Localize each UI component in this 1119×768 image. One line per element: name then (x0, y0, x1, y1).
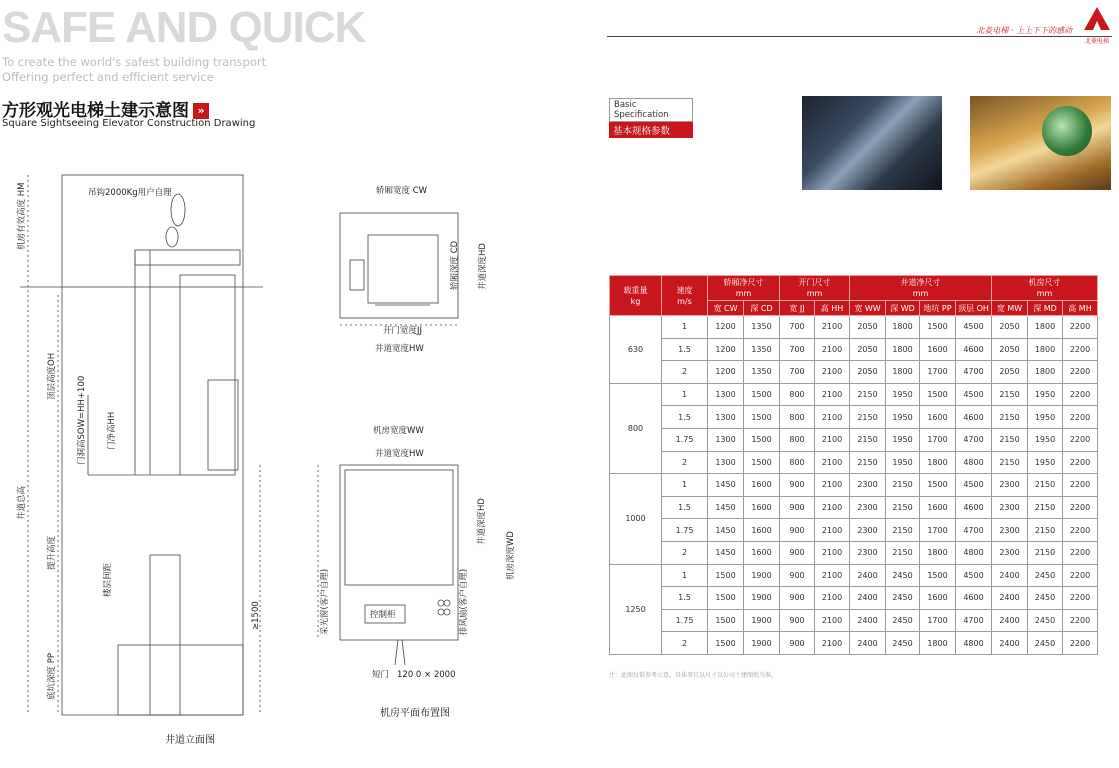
table-cell: 1.75 (662, 519, 708, 542)
table-cell: 4700 (956, 361, 992, 384)
header-column: 宽 JJ (780, 301, 815, 316)
spec-label (609, 98, 693, 138)
table-cell: 1950 (1028, 428, 1063, 451)
table-row (610, 451, 1098, 474)
plan-caption: 机房平面布置图 (380, 708, 450, 719)
table-cell: 900 (780, 541, 815, 564)
door-size-label: 120 0 × 2000 (397, 670, 456, 680)
table-cell: 2200 (1063, 316, 1098, 339)
table-cell: 700 (780, 361, 815, 384)
table-cell: 2150 (1028, 474, 1063, 497)
elevator-photo-2 (970, 96, 1111, 190)
door-size-prefix: 短门 (372, 670, 390, 680)
table-cell: 1300 (708, 383, 744, 406)
table-cell: 1800 (886, 338, 920, 361)
header-column: 顶层 OH (956, 301, 992, 316)
car-width-label: 轿厢宽度 CW (376, 186, 428, 196)
table-cell: 1900 (744, 587, 780, 610)
table-cell: 1800 (1028, 338, 1063, 361)
header-load: 载重量 kg (610, 276, 662, 316)
double-arrow-icon: » (193, 103, 209, 119)
table-cell: 4500 (956, 383, 992, 406)
hero-heading: SAFE AND QUICK (2, 3, 366, 52)
car-depth-label: 轿厢深度 CD (450, 240, 460, 290)
table-cell: 700 (780, 316, 815, 339)
table-cell: 1500 (708, 632, 744, 655)
table-cell: 1500 (708, 587, 744, 610)
table-cell: 4800 (956, 541, 992, 564)
table-row (610, 587, 1098, 610)
table-cell: 2200 (1063, 451, 1098, 474)
table-cell: 2150 (1028, 519, 1063, 542)
table-cell: 1800 (1028, 316, 1063, 339)
table-row (610, 632, 1098, 655)
elevation-caption: 井道立面图 (165, 735, 215, 746)
table-cell: 2450 (1028, 632, 1063, 655)
decorative-ball (1042, 106, 1092, 156)
table-cell: 2100 (815, 474, 850, 497)
machine-room-width-label: 机房宽度WW (373, 426, 424, 436)
table-cell: 1800 (886, 316, 920, 339)
table-cell: 2050 (992, 338, 1028, 361)
logo-mark-icon (1080, 6, 1114, 32)
header-column: 深 WD (886, 301, 920, 316)
table-cell: 2100 (815, 361, 850, 384)
table-cell: 2450 (1028, 587, 1063, 610)
table-cell: 1950 (1028, 451, 1063, 474)
table-cell: 900 (780, 496, 815, 519)
table-cell: 2300 (850, 474, 886, 497)
table-cell: 1450 (708, 496, 744, 519)
spec-table-body (610, 316, 1098, 655)
load-cell: 630 (610, 316, 662, 384)
control-cabinet-label: 控制柜 (370, 610, 396, 620)
logo-text: 北菱电梯 (1084, 38, 1109, 45)
table-cell: 1450 (708, 474, 744, 497)
table-cell: 4700 (956, 519, 992, 542)
table-cell: 1.75 (662, 428, 708, 451)
header-group: 开门尺寸 mm (780, 276, 850, 301)
table-cell: 1950 (886, 451, 920, 474)
table-cell: 1500 (920, 383, 956, 406)
table-cell: 2200 (1063, 383, 1098, 406)
table-cell: 1300 (708, 428, 744, 451)
table-row (610, 428, 1098, 451)
table-cell: 4600 (956, 406, 992, 429)
header-group: 井道净尺寸 mm (850, 276, 992, 301)
table-cell: 2100 (815, 632, 850, 655)
table-cell: 900 (780, 519, 815, 542)
table-cell: 1350 (744, 361, 780, 384)
table-cell: 2100 (815, 496, 850, 519)
table-cell: 1300 (708, 406, 744, 429)
table-cell: 2450 (886, 609, 920, 632)
table-cell: 4600 (956, 496, 992, 519)
table-cell: 1800 (920, 632, 956, 655)
table-row (610, 361, 1098, 384)
shaft-width-label: 井道宽度HW (375, 344, 424, 354)
table-cell: 2400 (992, 609, 1028, 632)
machine-room-height-label: 机房有效高度 HM (17, 182, 27, 250)
header-group: 轿厢净尺寸 mm (708, 276, 780, 301)
table-cell: 800 (780, 451, 815, 474)
table-row (610, 541, 1098, 564)
table-cell: 2200 (1063, 474, 1098, 497)
min-depth-label: ≥1500 (251, 601, 261, 630)
table-cell: 2150 (1028, 541, 1063, 564)
table-cell: 1350 (744, 338, 780, 361)
table-cell: 800 (780, 428, 815, 451)
table-cell: 2300 (992, 541, 1028, 564)
table-cell: 2450 (886, 587, 920, 610)
window-label: 采光窗(客户自理) (320, 568, 330, 635)
spec-table-header (610, 276, 1098, 316)
table-cell: 2100 (815, 564, 850, 587)
shaft-depth-label: 井道深度HD (478, 243, 488, 290)
table-cell: 1600 (744, 496, 780, 519)
table-cell: 1.5 (662, 406, 708, 429)
table-cell: 2200 (1063, 587, 1098, 610)
table-cell: 2 (662, 451, 708, 474)
table-cell: 4700 (956, 428, 992, 451)
table-cell: 2100 (815, 316, 850, 339)
table-cell: 2 (662, 541, 708, 564)
table-cell: 2400 (850, 609, 886, 632)
table-cell: 1700 (920, 519, 956, 542)
table-cell: 1800 (920, 541, 956, 564)
table-cell: 1950 (1028, 406, 1063, 429)
table-cell: 2100 (815, 609, 850, 632)
footnote: 注：此图仅供参考示意，具体事宜以尺寸以公司土建图纸为准。 (609, 672, 778, 679)
top-height-label: 顶层高度OH (47, 352, 57, 400)
header-column: 高 MH (1063, 301, 1098, 316)
table-cell: 2200 (1063, 361, 1098, 384)
table-cell: 1500 (920, 316, 956, 339)
table-cell: 1600 (744, 541, 780, 564)
header-column: 宽 CW (708, 301, 744, 316)
table-cell: 1800 (886, 361, 920, 384)
table-cell: 2450 (886, 632, 920, 655)
table-cell: 2200 (1063, 564, 1098, 587)
table-cell: 1950 (886, 406, 920, 429)
table-row (610, 316, 1098, 339)
table-cell: 700 (780, 338, 815, 361)
table-cell: 2150 (992, 451, 1028, 474)
table-cell: 2400 (850, 564, 886, 587)
table-cell: 2200 (1063, 541, 1098, 564)
table-cell: 1500 (744, 406, 780, 429)
table-cell: 900 (780, 587, 815, 610)
table-cell: 2150 (992, 428, 1028, 451)
table-cell: 1500 (920, 474, 956, 497)
table-cell: 1500 (744, 428, 780, 451)
table-cell: 2150 (850, 428, 886, 451)
table-cell: 1950 (1028, 383, 1063, 406)
table-cell: 2150 (1028, 496, 1063, 519)
table-cell: 2200 (1063, 406, 1098, 429)
table-cell: 1.5 (662, 338, 708, 361)
table-cell: 2150 (850, 406, 886, 429)
table-cell: 2150 (886, 496, 920, 519)
table-cell: 2050 (850, 338, 886, 361)
table-cell: 2400 (850, 587, 886, 610)
table-cell: 1500 (708, 609, 744, 632)
table-cell: 1200 (708, 361, 744, 384)
table-cell: 2450 (1028, 609, 1063, 632)
table-cell: 800 (780, 383, 815, 406)
page-subtitle: Square Sightseeing Elevator Construction Drawing (2, 118, 256, 129)
table-row (610, 406, 1098, 429)
table-cell: 2300 (992, 519, 1028, 542)
table-cell: 2400 (992, 564, 1028, 587)
table-cell: 4500 (956, 564, 992, 587)
machine-room-depth-label: 机房深度WD (506, 531, 516, 580)
table-cell: 2150 (850, 451, 886, 474)
table-cell: 900 (780, 609, 815, 632)
table-cell: 900 (780, 474, 815, 497)
table-cell: 2200 (1063, 338, 1098, 361)
table-row (610, 496, 1098, 519)
table-cell: 2 (662, 632, 708, 655)
table-cell: 1 (662, 564, 708, 587)
table-cell: 1500 (744, 383, 780, 406)
table-cell: 1200 (708, 338, 744, 361)
pit-depth-label: 底坑深度 PP (47, 653, 57, 700)
header-divider (607, 36, 1112, 37)
table-cell: 4500 (956, 316, 992, 339)
table-cell: 4700 (956, 609, 992, 632)
table-cell: 2100 (815, 541, 850, 564)
table-cell: 1900 (744, 564, 780, 587)
spec-label-en: Basic Specification (609, 98, 693, 122)
spec-label-cn: 基本规格参数 (609, 122, 693, 138)
table-cell: 2300 (850, 519, 886, 542)
table-cell: 2100 (815, 383, 850, 406)
table-row (610, 383, 1098, 406)
table-cell: 1700 (920, 428, 956, 451)
table-cell: 1800 (1028, 361, 1063, 384)
table-cell: 2300 (992, 474, 1028, 497)
table-cell: 1700 (920, 361, 956, 384)
table-row (610, 564, 1098, 587)
table-cell: 1.5 (662, 587, 708, 610)
table-cell: 2400 (992, 632, 1028, 655)
table-cell: 2050 (992, 361, 1028, 384)
table-cell: 1.5 (662, 496, 708, 519)
load-cell: 1250 (610, 564, 662, 654)
table-cell: 2300 (850, 496, 886, 519)
table-cell: 2150 (992, 406, 1028, 429)
table-cell: 2150 (992, 383, 1028, 406)
table-cell: 2100 (815, 587, 850, 610)
table-cell: 1700 (920, 609, 956, 632)
table-cell: 1600 (744, 519, 780, 542)
construction-drawings (0, 165, 600, 765)
table-cell: 2150 (850, 383, 886, 406)
table-cell: 1600 (920, 496, 956, 519)
header-speed: 速度 m/s (662, 276, 708, 316)
travel-label: 提升高度 (47, 535, 57, 570)
shaft-plan-lines (340, 213, 458, 325)
table-cell: 2200 (1063, 609, 1098, 632)
table-cell: 2300 (850, 541, 886, 564)
table-cell: 2450 (886, 564, 920, 587)
table-row (610, 609, 1098, 632)
header-column: 地坑 PP (920, 301, 956, 316)
table-cell: 2300 (992, 496, 1028, 519)
table-cell: 2150 (886, 519, 920, 542)
table-cell: 4600 (956, 338, 992, 361)
table-cell: 2400 (850, 632, 886, 655)
table-cell: 2200 (1063, 519, 1098, 542)
table-cell: 1500 (920, 564, 956, 587)
brand-logo (1080, 6, 1114, 45)
load-cell: 1000 (610, 474, 662, 564)
table-cell: 1450 (708, 541, 744, 564)
table-cell: 2050 (850, 316, 886, 339)
table-cell: 2150 (886, 541, 920, 564)
header-column: 宽 MW (992, 301, 1028, 316)
table-cell: 2450 (1028, 564, 1063, 587)
brand-slogan: 北菱电梯 · 上上下下的感动 (976, 26, 1072, 35)
table-cell: 1600 (920, 406, 956, 429)
table-cell: 2100 (815, 406, 850, 429)
table-cell: 2100 (815, 338, 850, 361)
table-cell: 2200 (1063, 632, 1098, 655)
header-column: 宽 WW (850, 301, 886, 316)
table-cell: 4800 (956, 632, 992, 655)
table-cell: 2100 (815, 519, 850, 542)
machine-room-plan-lines (318, 465, 458, 665)
table-cell: 1 (662, 383, 708, 406)
table-cell: 1450 (708, 519, 744, 542)
table-cell: 1500 (708, 564, 744, 587)
table-cell: 2100 (815, 428, 850, 451)
table-cell: 1.75 (662, 609, 708, 632)
tagline-2: Offering perfect and efficient service (2, 70, 214, 84)
table-cell: 2150 (886, 474, 920, 497)
header-column: 深 CD (744, 301, 780, 316)
table-cell: 1200 (708, 316, 744, 339)
table-cell: 1 (662, 474, 708, 497)
table-cell: 800 (780, 406, 815, 429)
table-row (610, 519, 1098, 542)
table-cell: 4600 (956, 587, 992, 610)
header-group: 机房尺寸 mm (992, 276, 1098, 301)
table-cell: 4500 (956, 474, 992, 497)
table-cell: 2200 (1063, 428, 1098, 451)
table-cell: 1800 (920, 451, 956, 474)
table-cell: 1600 (744, 474, 780, 497)
table-row (610, 474, 1098, 497)
shaft-width-2-label: 井道宽度HW (375, 449, 424, 459)
table-cell: 2200 (1063, 496, 1098, 519)
floor-height-label: 楼层间距 (103, 562, 113, 597)
tagline-1: To create the world's safest building transport (2, 55, 267, 69)
table-cell: 4800 (956, 451, 992, 474)
table-cell: 1900 (744, 632, 780, 655)
table-cell: 1500 (744, 451, 780, 474)
elevator-photo-1 (802, 96, 942, 190)
door-clear-label: 门净高HH (107, 411, 117, 450)
table-cell: 900 (780, 564, 815, 587)
table-cell: 2 (662, 361, 708, 384)
vent-label: 排风扇(客户自理) (459, 568, 469, 635)
table-cell: 1950 (886, 428, 920, 451)
table-cell: 1 (662, 316, 708, 339)
door-width-label: 开门宽度JJ (383, 326, 423, 336)
shaft-depth-2-label: 井道深度HD (477, 498, 487, 545)
table-cell: 1350 (744, 316, 780, 339)
door-height-label: 门洞高SOW=HH+100 (77, 375, 87, 465)
elevation-lines (20, 175, 263, 715)
table-cell: 1900 (744, 609, 780, 632)
page-title-text: 方形观光电梯土建示意图 (2, 101, 189, 121)
spec-table (609, 275, 1098, 655)
table-row (610, 338, 1098, 361)
total-height-label: 井道总高 (17, 485, 27, 520)
table-cell: 900 (780, 632, 815, 655)
header-column: 高 HH (815, 301, 850, 316)
table-cell: 1600 (920, 587, 956, 610)
table-cell: 1300 (708, 451, 744, 474)
hook-label: 吊钩2000Kg用户自理 (88, 188, 172, 198)
table-cell: 2100 (815, 451, 850, 474)
header-column: 深 MD (1028, 301, 1063, 316)
load-cell: 800 (610, 383, 662, 473)
table-cell: 2050 (992, 316, 1028, 339)
table-cell: 1950 (886, 383, 920, 406)
table-cell: 2400 (992, 587, 1028, 610)
table-cell: 2050 (850, 361, 886, 384)
table-cell: 1600 (920, 338, 956, 361)
